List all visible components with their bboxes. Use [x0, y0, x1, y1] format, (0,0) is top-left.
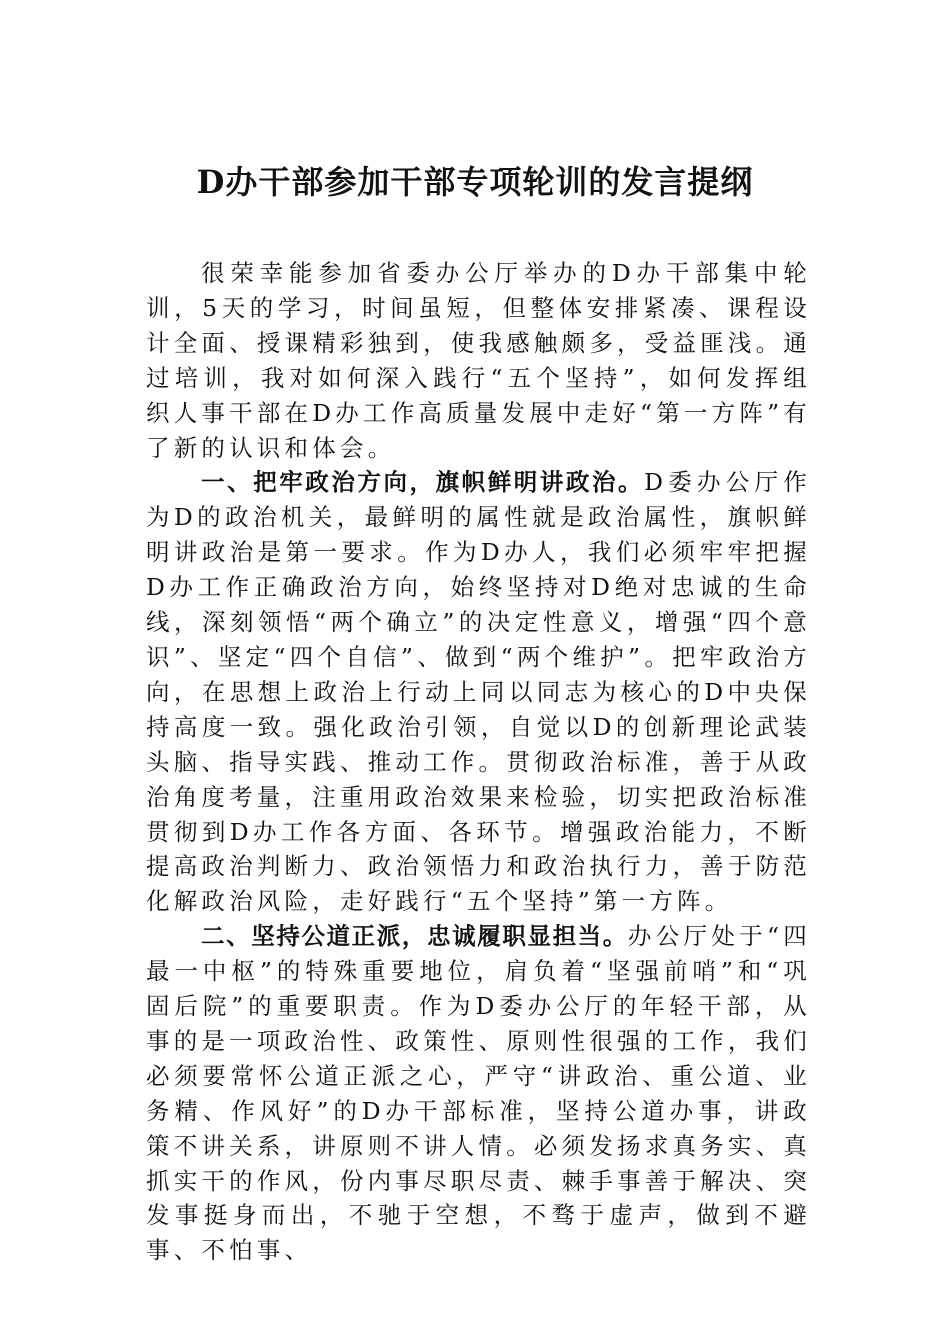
section-heading: 二、坚持公道正派，忠诚履职显担当。 [201, 922, 628, 951]
paragraph-text: 办公厅处于“四最一中枢”的特殊重要地位，肩负着“坚强前哨”和“巩固后院”的重要职责。作为D委办公厅的年轻干部，从事的是一项政治性、政策性、原则性很强的工作，我们必须要常怀公道正派之心，严守“讲政治、重公道、业务精、作风好”的D办干部标准，坚持公道办事，讲政策不讲关系，讲原则不讲人情。必须发扬求真务实、真抓实干的作风，份内事尽职尽责、棘手事善于解决、突发事挺身而出，不驰于空想，不骛于虚声，做到不避事、不怕事、 [146, 922, 811, 1265]
paragraph-text: 很荣幸能参加省委办公厅举办的D办干部集中轮训，5天的学习，时间虽短，但整体安排紧凑、课程设计全面、授课精彩独到，使我感触颇多，受益匪浅。通过培训，我对如何深入践行“五个坚持”，如何发挥组织人事干部在D办工作高质量发展中走好“第一方阵”有了新的认识和体会。 [146, 259, 811, 462]
paragraph-section-2 [146, 919, 811, 1268]
paragraph-section-1 [146, 465, 811, 919]
section-heading: 一、把牢政治方向，旗帜鲜明讲政治。 [201, 468, 645, 497]
paragraph-intro [146, 256, 811, 465]
paragraph-text: D委办公厅作为D的政治机关，最鲜明的属性就是政治属性，旗帜鲜明讲政治是第一要求。作为D办人，我们必须牢牢把握D办工作正确政治方向，始终坚持对D绝对忠诚的生命线，深刻领悟“两个确立”的决定性意义，增强“四个意识”、坚定“四个自信”、做到“两个维护”。把牢政治方向，在思想上政治上行动上同以同志为核心的D中央保持高度一致。强化政治引领，自觉以D的创新理论武装头脑、指导实践、推动工作。贯彻政治标准，善于从政治角度考量，注重用政治效果来检验，切实把政治标准贯彻到D办工作各方面、各环节。增强政治能力，不断提高政治判断力、政治领悟力和政治执行力，善于防范化解政治风险，走好践行“五个坚持”第一方阵。 [146, 468, 811, 916]
document-title: D办干部参加干部专项轮训的发言提纲 [196, 163, 754, 201]
document-body [146, 256, 811, 1268]
